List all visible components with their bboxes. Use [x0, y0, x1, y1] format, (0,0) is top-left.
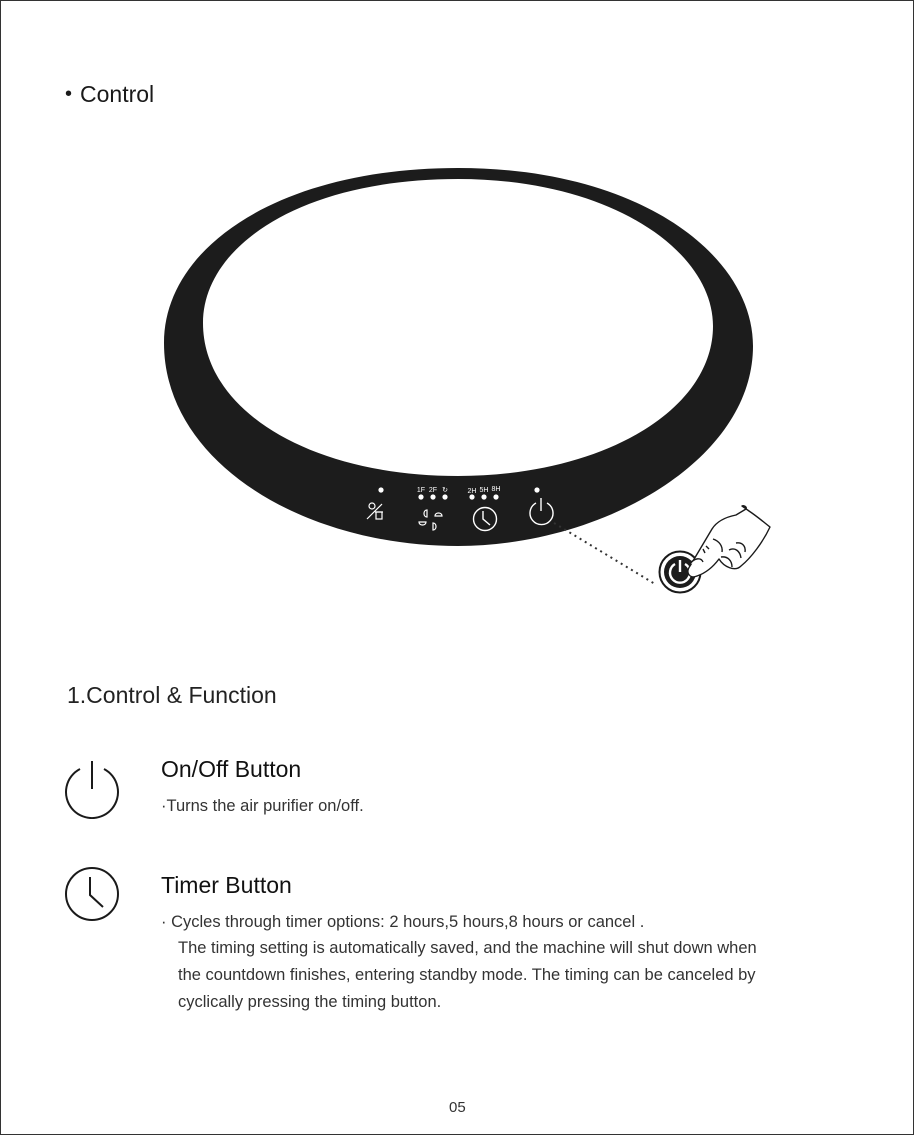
timer-label-2h: 2H: [467, 488, 477, 495]
clock-icon: [63, 865, 121, 923]
timer-title: Timer Button: [161, 872, 292, 898]
fan-label-1f: 1F: [416, 487, 426, 494]
timer-description-line-3: the countdown finishes, entering standby mode. The timing can be canceled by: [178, 966, 756, 984]
on-off-title: On/Off Button: [161, 756, 302, 782]
timer-label-8h: 8H: [491, 486, 501, 493]
fan-label-auto: ↻: [442, 487, 448, 494]
purifier-top-ring: [164, 168, 753, 546]
pointer-line: [554, 523, 655, 584]
power-icon: [61, 761, 123, 819]
section-title: 1.Control & Function: [67, 682, 277, 708]
timer-description-line-2: The timing setting is automatically saved, and the machine will shut down when: [178, 939, 757, 957]
timer-label-5h: 5H: [479, 487, 489, 494]
timer-description-line-4: cyclically pressing the timing button.: [178, 993, 442, 1011]
heading-text: Control: [80, 81, 155, 107]
control-panel-diagram: [151, 151, 791, 611]
on-off-description: ·Turns the air purifier on/off.: [161, 797, 364, 815]
heading-bullet: •: [65, 83, 73, 105]
page-heading: [65, 81, 154, 108]
fan-label-2f: 2F: [428, 487, 438, 494]
pressing-finger-icon: [688, 506, 770, 577]
page-number: 05: [449, 1099, 466, 1116]
timer-description-line-1: · Cycles through timer options: 2 hours,5 hours,8 hours or cancel .: [161, 913, 645, 931]
